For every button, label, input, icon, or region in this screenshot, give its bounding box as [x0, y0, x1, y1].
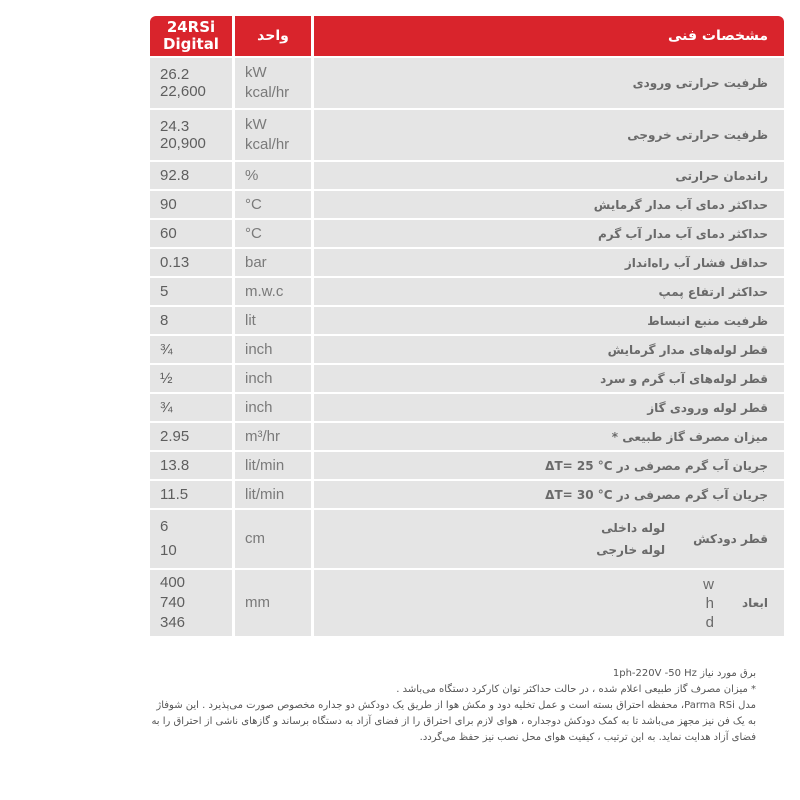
- table-row-dimensions: [150, 570, 784, 636]
- spec-label: قطر لوله‌های آب گرم و سرد: [600, 371, 768, 386]
- value-cell: [150, 510, 235, 568]
- unit-text: kW: [245, 116, 267, 133]
- flue-inner-label: لوله داخلی: [601, 521, 666, 535]
- unit-cell: [235, 249, 314, 276]
- spec-label-cell: [314, 58, 784, 108]
- model-name: 24RSi: [166, 18, 216, 36]
- value-cell: [150, 162, 235, 189]
- value-text: 740: [160, 594, 186, 611]
- spec-label-cell: [314, 423, 784, 450]
- unit-text: inch: [245, 369, 273, 387]
- value-cell: [150, 58, 235, 108]
- unit-cell: [235, 110, 314, 160]
- unit-text: kcal/hr: [245, 136, 290, 153]
- spec-label-cell: [314, 307, 784, 334]
- value-cell: [150, 452, 235, 479]
- table-row: [150, 336, 784, 363]
- value-text: 92.8: [160, 167, 190, 184]
- unit-text: kcal/hr: [245, 84, 290, 101]
- unit-text: inch: [245, 398, 273, 416]
- spec-label: قطر دودکش: [693, 532, 768, 546]
- spec-label: ظرفیت حرارتی ورودی: [632, 76, 768, 90]
- unit-text: m.w.c: [245, 282, 284, 300]
- value-cell: [150, 365, 235, 392]
- unit-cell: [235, 365, 314, 392]
- unit-text: cm: [245, 530, 265, 547]
- value-text: 400: [160, 574, 186, 591]
- value-cell: [150, 278, 235, 305]
- value-text: 11.5: [160, 486, 189, 503]
- value-text: ¾: [160, 341, 173, 358]
- spec-label-cell: [314, 249, 784, 276]
- table-row: [150, 307, 784, 334]
- spec-label-cell: [314, 191, 784, 218]
- value-cell: [150, 307, 235, 334]
- value-text: 2.95: [160, 428, 190, 445]
- spec-label-cell: [314, 452, 784, 479]
- unit-cell: [235, 423, 314, 450]
- table-row: [150, 394, 784, 421]
- unit-text: lit/min: [245, 485, 285, 503]
- spec-label-cell: [314, 162, 784, 189]
- value-cell: [150, 249, 235, 276]
- spec-label: قطر لوله ورودی گاز: [647, 400, 768, 415]
- value-text: 22,600: [160, 83, 206, 100]
- unit-text: m³/hr: [245, 427, 280, 445]
- unit-text: bar: [245, 253, 267, 271]
- table-row: [150, 110, 784, 160]
- unit-text: inch: [245, 340, 273, 358]
- unit-cell: [235, 191, 314, 218]
- spec-table-body: [150, 58, 784, 636]
- value-text: ½: [160, 370, 173, 387]
- value-text: 60: [160, 225, 177, 242]
- value-text: 0.13: [160, 254, 190, 271]
- spec-label: ابعاد: [741, 596, 768, 610]
- spec-label-cell: [314, 481, 784, 508]
- spec-label-cell: [314, 570, 784, 636]
- unit-cell: [235, 307, 314, 334]
- value-cell: [150, 570, 235, 636]
- unit-header: واحد: [235, 16, 314, 56]
- footnotes: [150, 666, 756, 746]
- model-variant: Digital: [163, 35, 219, 53]
- value-cell: [150, 220, 235, 247]
- spec-label: ظرفیت منبع انبساط: [647, 313, 768, 328]
- value-cell: [150, 110, 235, 160]
- value-cell: [150, 394, 235, 421]
- table-row-flue: [150, 510, 784, 568]
- spec-label: میزان مصرف گاز طبیعی *: [611, 429, 768, 444]
- spec-label-cell: [314, 220, 784, 247]
- unit-cell: [235, 336, 314, 363]
- unit-cell: [235, 278, 314, 305]
- flue-outer-label: لوله خارجی: [596, 543, 666, 557]
- combustion-chamber-note: مدل Parma RSi، محفظه احتراق بسته است و عمل تخلیه دود و مکش هوا از طریق یک دودکش دو جداره مخصوص صورت می‌پذیرد . این شوفاژ به یک فن نیز مجهز می‌باشد تا به کمک دودکش دوجداره ، هوای لازم برای احتراق را از فضای آزاد به دستگاه برساند و گازهای ناشی از احتراق را به فضای آزاد هدایت نماید. به این ترتیب ، کیفیت هوای محل نصب نیز حفظ می‌گردد.: [151, 700, 756, 743]
- table-header-row: [150, 16, 784, 56]
- unit-cell: [235, 162, 314, 189]
- unit-cell: [235, 510, 314, 568]
- unit-text: °C: [245, 224, 262, 242]
- value-text: 20,900: [160, 135, 206, 152]
- table-row: [150, 220, 784, 247]
- dimension-letter: h: [705, 594, 714, 612]
- value-text: 90: [160, 196, 177, 213]
- value-text: 13.8: [160, 457, 190, 474]
- table-row: [150, 191, 784, 218]
- dimension-letter: d: [705, 613, 714, 631]
- unit-cell: [235, 481, 314, 508]
- spec-table: [150, 14, 784, 638]
- value-text: 10: [160, 542, 177, 559]
- table-row: [150, 278, 784, 305]
- value-text: 346: [160, 614, 186, 631]
- table-row: [150, 365, 784, 392]
- unit-text: °C: [245, 195, 262, 213]
- unit-text: lit/min: [245, 456, 285, 474]
- spec-label: قطر لوله‌های مدار گرمایش: [607, 342, 768, 357]
- value-cell: [150, 336, 235, 363]
- unit-cell: [235, 394, 314, 421]
- value-cell: [150, 191, 235, 218]
- unit-cell: [235, 452, 314, 479]
- value-text: 8: [160, 312, 169, 329]
- spec-label-cell: [314, 110, 784, 160]
- table-row: [150, 481, 784, 508]
- table-row: [150, 249, 784, 276]
- model-header: [150, 16, 235, 56]
- spec-label: جریان آب گرم مصرفی در ΔT= 30 °C: [545, 487, 768, 502]
- spec-label: راندمان حرارتی: [675, 168, 768, 183]
- spec-label-cell: [314, 394, 784, 421]
- unit-text: kW: [245, 64, 267, 81]
- spec-label-cell: [314, 365, 784, 392]
- unit-text: lit: [245, 311, 256, 329]
- table-row: [150, 452, 784, 479]
- value-text: 6: [160, 518, 169, 535]
- spec-label: حداقل فشار آب راه‌انداز: [624, 255, 768, 270]
- unit-text: mm: [245, 594, 270, 611]
- spec-label-cell: [314, 510, 784, 568]
- spec-label: حداکثر ارتفاع پمپ: [658, 284, 768, 299]
- dimension-letter: w: [703, 575, 714, 593]
- unit-text: %: [245, 166, 259, 184]
- value-cell: [150, 423, 235, 450]
- table-row: [150, 162, 784, 189]
- spec-label: جریان آب گرم مصرفی در ΔT= 25 °C: [545, 458, 768, 473]
- value-text: 5: [160, 283, 169, 300]
- unit-cell: [235, 220, 314, 247]
- unit-cell: [235, 570, 314, 636]
- spec-label: ظرفیت حرارتی خروجی: [627, 128, 768, 142]
- spec-label: حداکثر دمای آب مدار آب گرم: [598, 226, 768, 241]
- gas-consumption-note: * میزان مصرف گاز طبیعی اعلام شده ، در حالت حداکثر توان کارکرد دستگاه می‌باشد .: [396, 684, 756, 695]
- spec-header: مشخصات فنی: [314, 16, 784, 56]
- spec-label-cell: [314, 336, 784, 363]
- spec-label-cell: [314, 278, 784, 305]
- value-text: ¾: [160, 399, 173, 416]
- value-cell: [150, 481, 235, 508]
- unit-cell: [235, 58, 314, 108]
- value-text: 24.3: [160, 118, 190, 135]
- value-text: 26.2: [160, 66, 190, 83]
- power-requirement: برق مورد نیاز 1ph-220V -50 Hz: [612, 668, 756, 679]
- table-row: [150, 58, 784, 108]
- spec-label: حداکثر دمای آب مدار گرمایش: [593, 197, 768, 212]
- table-row: [150, 423, 784, 450]
